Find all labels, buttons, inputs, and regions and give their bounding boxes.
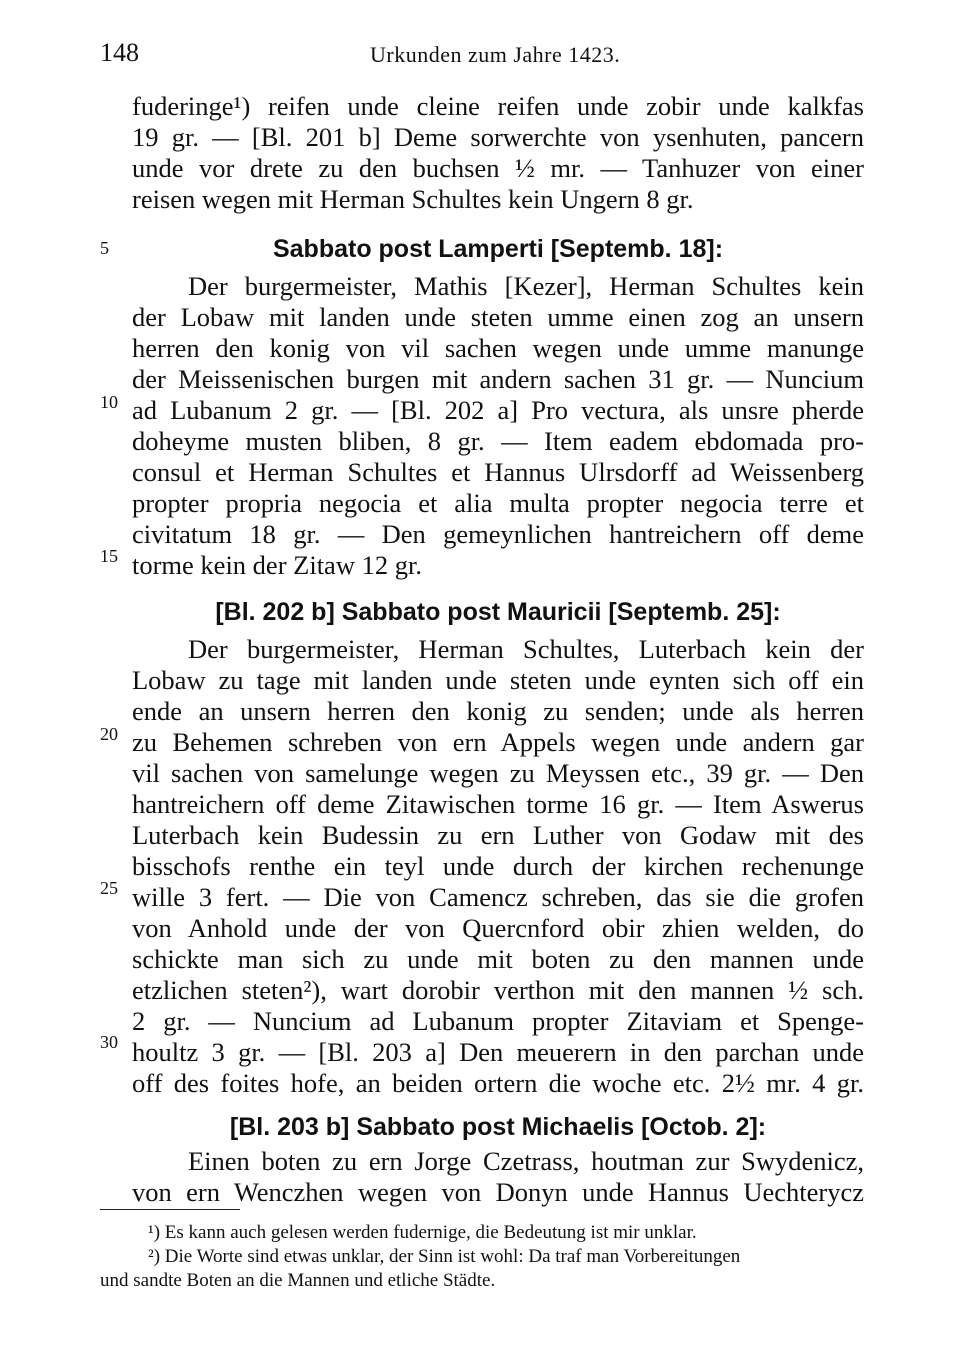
text-line: Einen boten zu ern Jorge Czetrass, houtman zur Swydenicz, [188,1146,864,1176]
text-line: unde vor drete zu den buchsen ½ mr. — Tanhuzer von einer [132,153,864,183]
line-number: 30 [100,1032,118,1052]
text-line: Lobaw zu tage mit landen unde steten unde eynten sich off ein [132,665,864,695]
text-line: propter propria negocia et alia multa propter negocia terre et [132,488,864,518]
text-line: Der burgermeister, Mathis [Kezer], Herman Schultes kein [188,271,864,301]
section-heading: [Bl. 203 b] Sabbato post Michaelis [Octob. 2]: [229,1113,767,1141]
text-line: schickte man sich zu unde mit boten zu den mannen unde [132,944,864,974]
footnote-1: ¹) Es kann auch gelesen werden fudernige, die Bedeutung ist mir unklar. [148,1222,697,1243]
text-line: zu Behemen schreben von ern Appels wegen unde andern gar [132,727,864,757]
line-number: 20 [100,724,118,744]
line-number: 5 [100,238,109,258]
footnote-2: ²) Die Worte sind etwas unklar, der Sinn ist wohl: Da traf man Vorbereitungen [148,1246,741,1267]
section-heading: [Bl. 202 b] Sabbato post Mauricii [Septemb. 25]: [215,598,781,626]
text-line: vil sachen von samelunge wegen zu Meyssen etc., 39 gr. — Den [132,758,864,788]
text-line: Der burgermeister, Herman Schultes, Luterbach kein der [188,634,864,664]
page-number: 148 [100,38,139,67]
text-line: bisschofs renthe ein teyl unde durch der kirchen rechenunge [132,851,864,881]
text-line: fuderinge¹) reifen unde cleine reifen unde zobir unde kalkfas [132,91,864,121]
text-line: ad Lubanum 2 gr. — [Bl. 202 a] Pro vectura, als unsre pherde [132,395,864,425]
text-line: ende an unsern herren den konig zu senden; unde als herren [132,696,864,726]
text-line: von Anhold unde der von Quercnford obir zhien welden, do [132,913,864,943]
text-line: consul et Herman Schultes et Hannus Ulrsdorff ad Weissenberg [132,457,864,487]
footnote-2-continued: und sandte Boten an die Mannen und etliche Städte. [100,1270,496,1291]
text-line: reisen wegen mit Herman Schultes kein Ungern 8 gr. [132,184,694,214]
text-line: etzlichen steten²), wart dorobir verthon mit den mannen ½ sch. [132,975,864,1005]
text-line: von ern Wenczhen wegen von Donyn unde Hannus Uechterycz [132,1177,864,1207]
text-line: civitatum 18 gr. — Den gemeynlichen hantreichern off deme [132,519,864,549]
main-text [132,0,864,1207]
line-number: 25 [100,878,118,898]
text-line: houltz 3 gr. — [Bl. 203 a] Den meuerern in den parchan unde [132,1037,864,1067]
text-line: hantreichern off deme Zitawischen torme 16 gr. — Item Aswerus [132,789,864,819]
text-line: der Lobaw mit landen unde steten umme einen zog an unsern [132,302,864,332]
section-heading: Sabbato post Lamperti [Septemb. 18]: [272,235,724,263]
running-head: Urkunden zum Jahre 1423. [370,42,621,67]
text-line: torme kein der Zitaw 12 gr. [132,550,422,580]
line-number: 15 [100,546,118,566]
text-line: herren den konig von vil sachen wegen unde umme manunge [132,333,864,363]
text-line: Luterbach kein Budessin zu ern Luther von Godaw mit des [132,820,864,850]
text-line: doheyme musten bliben, 8 gr. — Item eadem ebdomada pro- [132,426,864,456]
line-number: 10 [100,392,118,412]
footnote-rule [100,1209,240,1210]
text-line: 19 gr. — [Bl. 201 b] Deme sorwerchte von ysenhuten, pancern [132,122,864,152]
text-line: wille 3 fert. — Die von Camencz schreben, das sie die grofen [132,882,864,912]
text-line: 2 gr. — Nuncium ad Lubanum propter Zitaviam et Spenge- [132,1006,864,1036]
text-line: der Meissenischen burgen mit andern sachen 31 gr. — Nuncium [132,364,864,394]
text-line: off des foites hofe, an beiden ortern die woche etc. 2½ mr. 4 gr. [132,1068,864,1098]
